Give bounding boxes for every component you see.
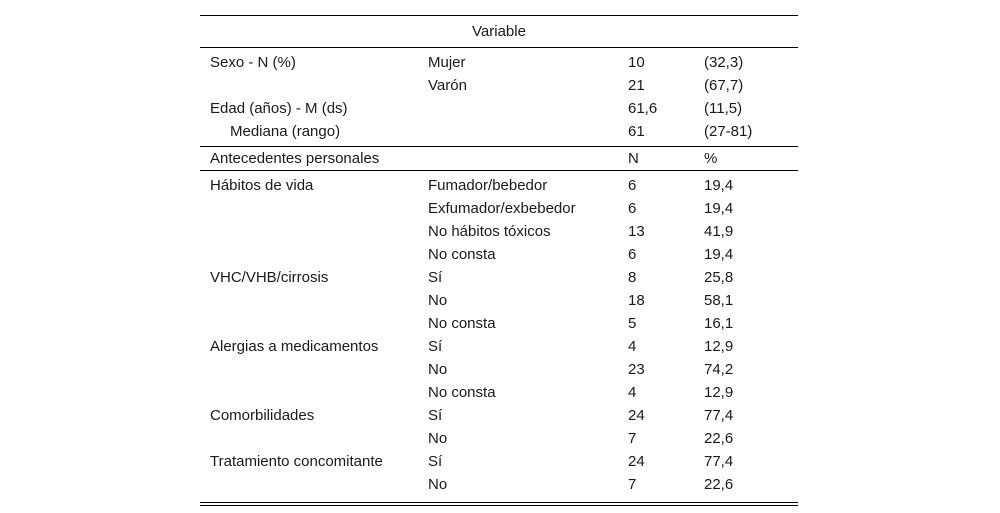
row-category: No hábitos tóxicos [428,223,551,240]
demographics-section [200,51,798,143]
row-pct: 77,4 [704,407,734,424]
table-row [200,174,798,197]
row-pct: 22,6 [704,430,734,447]
row-n: 61,6 [628,100,658,117]
row-pct: 25,8 [704,269,734,286]
table-row [200,220,798,243]
row-pct: 16,1 [704,315,734,332]
row-n: 6 [628,246,637,263]
table-row [200,450,798,473]
table-row [200,289,798,312]
row-n: 5 [628,315,637,332]
row-pct: (67,7) [704,77,744,94]
row-label: Alergias a medicamentos [210,338,379,355]
row-category: Sí [428,407,443,424]
row-n: 7 [628,476,637,493]
table-row [200,266,798,289]
section-header-pct: % [704,150,718,167]
table-row [200,120,798,143]
row-pct: 12,9 [704,384,734,401]
row-pct: (27-81) [704,123,753,140]
row-label: Tratamiento concomitante [210,453,383,470]
row-pct: 22,6 [704,476,734,493]
row-n: 10 [628,54,645,71]
row-n: 7 [628,430,637,447]
row-pct: (11,5) [704,100,743,117]
row-n: 24 [628,453,645,470]
row-category: Sí [428,453,443,470]
row-label: Edad (años) - M (ds) [210,100,348,117]
row-pct: 19,4 [704,246,734,263]
row-pct: 19,4 [704,200,734,217]
table-row [200,427,798,450]
row-n: 4 [628,384,637,401]
bottom-double-rule [200,502,798,506]
row-n: 24 [628,407,645,424]
row-n: 8 [628,269,637,286]
section-header-row [200,147,798,170]
table-row [200,381,798,404]
row-label: Sexo - N (%) [210,54,296,71]
row-label: Comorbilidades [210,407,315,424]
section-header-n: N [628,150,639,167]
table-header-variable: Variable [472,23,526,40]
row-pct: 19,4 [704,177,734,194]
section-header-label: Antecedentes personales [210,150,380,167]
row-n: 21 [628,77,645,94]
table-row [200,243,798,266]
row-n: 23 [628,361,645,378]
row-pct: 77,4 [704,453,734,470]
row-n: 6 [628,177,637,194]
row-category: Varón [428,77,467,94]
table-row [200,335,798,358]
row-n: 6 [628,200,637,217]
row-category: No [428,476,448,493]
table-row [200,404,798,427]
row-label: Hábitos de vida [210,177,314,194]
table-row [200,312,798,335]
row-category: No [428,292,448,309]
data-table [200,15,798,506]
row-label: VHC/VHB/cirrosis [210,269,329,286]
row-category: No consta [428,246,496,263]
row-pct: 58,1 [704,292,734,309]
table-row [200,74,798,97]
row-category: No [428,361,448,378]
row-n: 18 [628,292,645,309]
table-row [200,97,798,120]
row-n: 61 [628,123,645,140]
table-row [200,473,798,496]
table-row [200,358,798,381]
row-category: No [428,430,448,447]
row-category: No consta [428,315,496,332]
row-pct: 41,9 [704,223,734,240]
table-row [200,51,798,74]
row-category: Mujer [428,54,466,71]
row-category: Exfumador/exbebedor [428,200,576,217]
row-category: No consta [428,384,496,401]
row-category: Sí [428,338,443,355]
row-n: 4 [628,338,637,355]
row-label: Mediana (rango) [230,123,341,140]
row-pct: (32,3) [704,54,744,71]
row-category: Fumador/bebedor [428,177,548,194]
table-row [200,197,798,220]
antecedentes-section [200,174,798,496]
row-n: 13 [628,223,645,240]
row-category: Sí [428,269,443,286]
row-pct: 12,9 [704,338,734,355]
row-pct: 74,2 [704,361,734,378]
